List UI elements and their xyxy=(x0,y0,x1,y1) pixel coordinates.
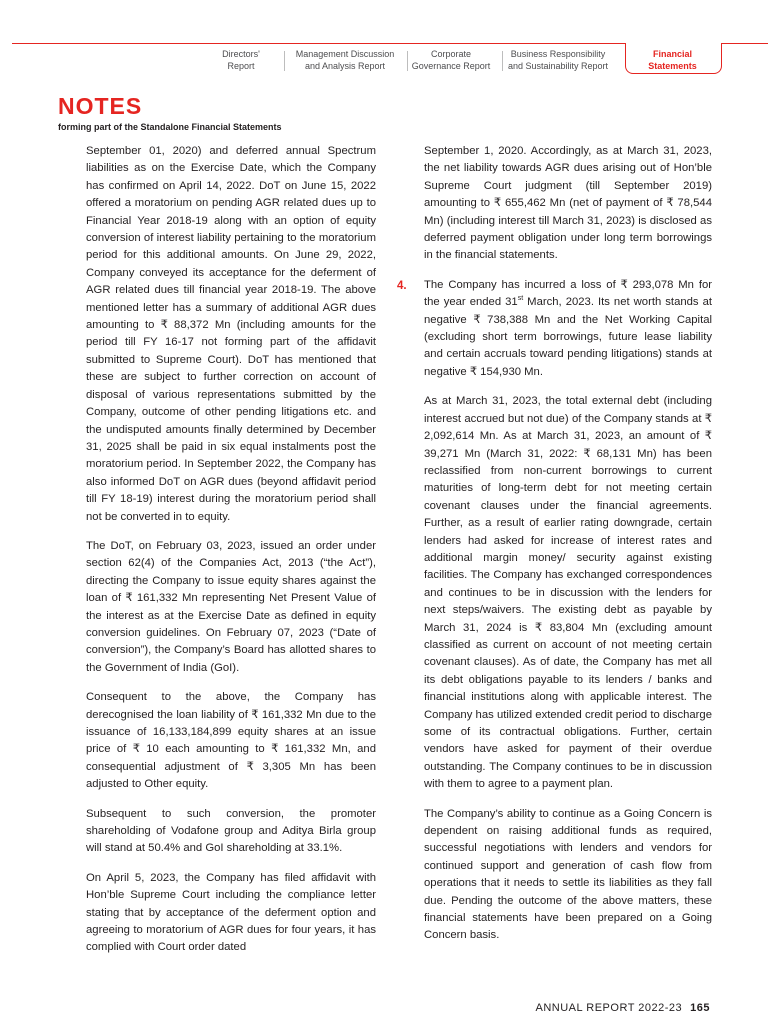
left-column xyxy=(86,143,376,969)
paragraph: The DoT, on February 03, 2023, issued an order under section 62(4) of the Companies Act, 2013 (“the Act”), directing the Company to issue equity shares against the loan of ₹ 161,332 Mn representing Net Present Value of the interest as at the Exercise Date as defined in equity conversion guidelines. On February 07, 2023 (“Date of conversion”), the Company’s Board has allotted shares to the Government of India (GoI). xyxy=(86,539,376,674)
page-number: 165 xyxy=(690,1002,710,1014)
paragraph: September 1, 2020. Accordingly, as at March 31, 2023, the net liability towards AGR dues arising out of Hon’ble Supreme Court judgment (till September 2019) amounting to ₹ 655,462 Mn (net of payment of ₹ 78,544 Mn) (including interest till March 31, 2023) is disclosed as deferred payment obligation under long term borrowings in the financial statements. xyxy=(424,145,712,262)
nav-rule xyxy=(12,43,635,44)
paragraph-item-4: The Company has incurred a loss of ₹ 293,078 Mn for the year ended 31st March, 2023. Its net worth stands at negative ₹ 738,388 Mn and the Net Working Capital (excluding short term borrowings, future lease liability and certain accruals toward pending litigations) stands at negative ₹ 154,930 Mn. xyxy=(424,278,712,378)
nav-corporate-governance[interactable]: Corporate Governance Report xyxy=(411,49,491,71)
right-column xyxy=(424,143,712,957)
page-footer xyxy=(536,1002,711,1014)
page-subtitle: forming part of the Standalone Financial Statements xyxy=(58,122,282,132)
paragraph: The Company’s ability to continue as a Going Concern is dependent on raising additional funds as required, successful negotiations with lenders and vendors for continued support and generation of cash flow from operations that it needs to settle its liabilities as they fall due. Pending the outcome of the above matters, these financial statements have been prepared on a Going Concern basis. xyxy=(424,807,712,942)
nav-divider xyxy=(284,51,285,71)
report-name: ANNUAL REPORT 2022-23 xyxy=(535,1002,683,1014)
paragraph: Subsequent to such conversion, the promoter shareholding of Vodafone group and Aditya Birla group will stand at 50.4% and GoI shareholding at 33.1%. xyxy=(86,807,376,855)
nav-business-responsibility[interactable]: Business Responsibility and Sustainability Report xyxy=(507,49,609,71)
section-nav xyxy=(12,43,768,77)
paragraph: September 01, 2020) and deferred annual Spectrum liabilities as on the Exercise Date, which the Company has confirmed on April 14, 2022. DoT on June 15, 2022 offered a moratorium on pending AGR related dues up to Financial Year 2018-19 along with an option of equity conversion of interest liability pertaining to the moratorium period for this additional amounts. On June 29, 2022, Company conveyed its acceptance for the deferment of AGR related dues till financial year 2018-19. The above mentioned letter has a summary of additional AGR dues amounting to ₹ 88,372 Mn (including amounts for the period till FY 16-17 not forming part of the affidavit submitted to Supreme Court). DoT has mentioned that these are subject to further correction on account of disposal of various representations submitted by the Company, outcome of other pending litigations etc. and the undisputed amounts finally determined by December 31, 2025 shall be paid in six equal instalments post the moratorium period. In September 2022, the Company has also informed DoT on AGR dues (beyond affidavit period till FY 18-19) interest during the moratorium period shall not be converted in to equity. xyxy=(86,145,376,523)
note-item-number: 4. xyxy=(397,280,407,292)
nav-directors-report[interactable]: Directors' Report xyxy=(222,49,260,71)
paragraph: On April 5, 2023, the Company has filed affidavit with Hon’ble Supreme Court including the compliance letter stating that by acceptance of the deferment option and agreeing to moratorium of AGR dues for four years, it has complied with Court order dated xyxy=(86,871,376,954)
paragraph: As at March 31, 2023, the total external debt (including interest accrued but not due) of the Company stands at ₹ 2,092,614 Mn. As at March 31, 2023, an amount of ₹ 39,271 Mn (March 31, 2022: ₹ 68,131 Mn) has been reclassified from non-current borrowings to current maturities of long-term debt for not meeting certain covenant clauses under the financial agreements. Further, as a result of earlier rating downgrade, certain lenders had asked for increase of interest rates and additional margin money/ security against existing facilities. The Company has exchanged correspondences and continues to be in discussion with the lenders for next steps/waivers. The existing debt as payable by March 31, 2024 is ₹ 83,804 Mn (excluding amount classified as current on account of not meeting certain covenant clauses). As of date, the Company has met all its debt obligations payable to its lenders / banks and financial institutions along with applicable interest. The Company has utilized extended credit period to discharge some of its contractual obligations. Further, certain vendors have asked for payment of their overdue outstanding. The Company continues to be in discussion with them to agree to a payment plan. xyxy=(424,395,712,791)
page-title: NOTES xyxy=(58,93,143,119)
nav-financial-statements[interactable]: Financial Statements xyxy=(648,49,697,71)
nav-management-discussion[interactable]: Management Discussion and Analysis Report xyxy=(295,49,395,71)
paragraph: Consequent to the above, the Company has derecognised the loan liability of ₹ 161,332 Mn due to the issuance of 16,133,184,899 equity shares at an issue price of ₹ 10 each amounting to ₹ 161,332 Mn, and consequential adjustment of ₹ 3,305 Mn has been adjusted to Other equity. xyxy=(86,691,376,791)
